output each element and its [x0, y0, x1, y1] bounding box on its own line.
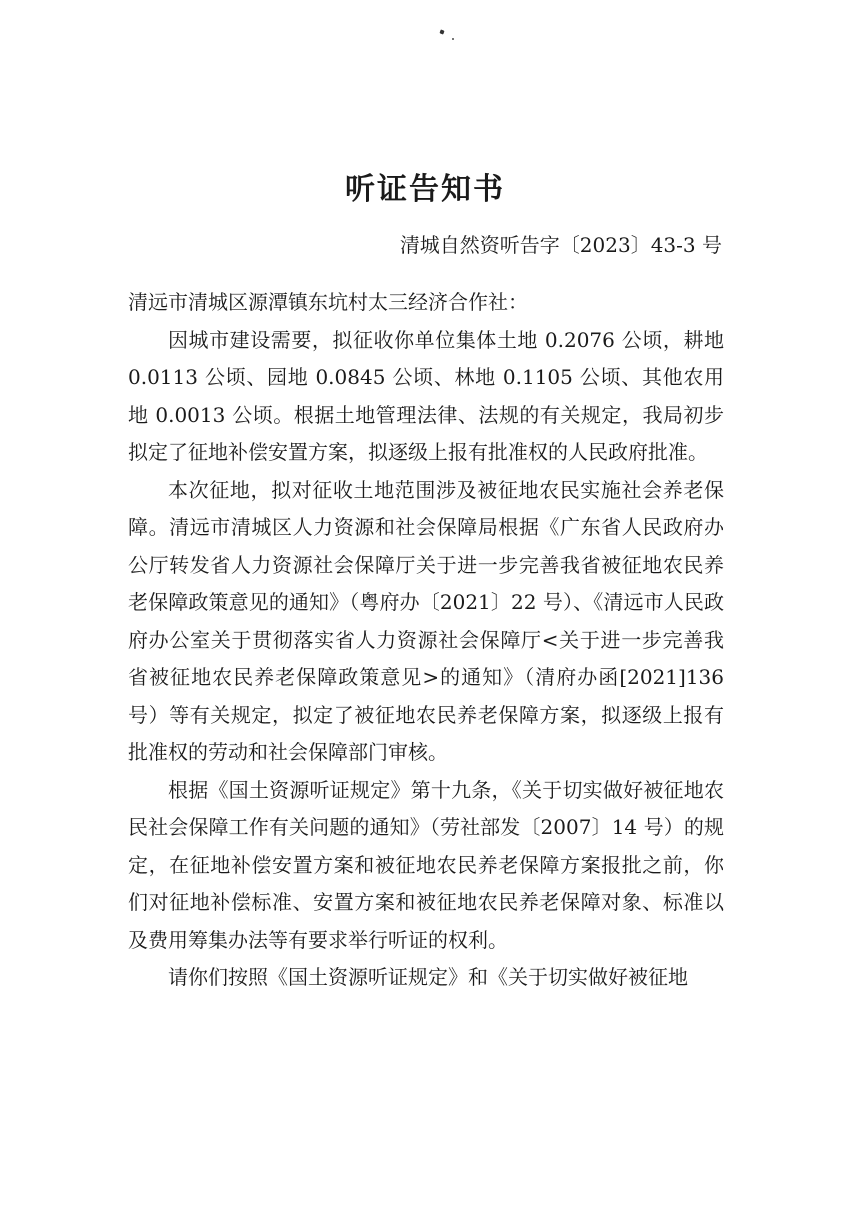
scan-speck — [439, 29, 444, 34]
addressee: 清远市清城区源潭镇东坑村太三经济合作社： — [128, 290, 528, 314]
document-title: 听证告知书 — [345, 172, 505, 207]
paragraph-1: 因城市建设需要，拟征收你单位集体土地 0.2076 公顷，耕地 0.0113 公顷、园地 0.0845 公顷、林地 0.1105 公顷、其他农用地 0.0013 公顷。根据土地管理法律、法规的有关规定，我局初步拟定了征地补偿安置方案，拟逐级上报有批准权的人民政府批准。 — [128, 327, 724, 464]
document-body — [128, 284, 724, 997]
paragraph-4: 请你们按照《国土资源听证规定》和《关于切实做好被征地 — [168, 965, 688, 989]
paragraph-2: 本次征地，拟对征收土地范围涉及被征地农民实施社会养老保障。清远市清城区人力资源和社会保障局根据《广东省人民政府办公厅转发省人力资源社会保障厅关于进一步完善我省被征地农民养老保障政策意见的通知》（粤府办〔2021〕22 号）、《清远市人民政府办公室关于贯彻落实省人力资源社会保障厅<关于进一步完善我省被征地农民养老保障政策意见>的通知》（清府办函[2021]136 号）等有关规定，拟定了被征地农民养老保障方案，拟逐级上报有批准权的劳动和社会保障部门审核。 — [128, 477, 724, 764]
document-number: 清城自然资听告字〔2023〕43-3 号 — [399, 233, 722, 257]
scan-speck — [452, 38, 454, 40]
paragraph-3: 根据《国土资源听证规定》第十九条，《关于切实做好被征地农民社会保障工作有关问题的通知》（劳社部发〔2007〕14 号）的规定，在征地补偿安置方案和被征地农民养老保障方案报批之前，你们对征地补偿标准、安置方案和被征地农民养老保障对象、标准以及费用筹集办法等有要求举行听证的权利。 — [128, 777, 724, 952]
